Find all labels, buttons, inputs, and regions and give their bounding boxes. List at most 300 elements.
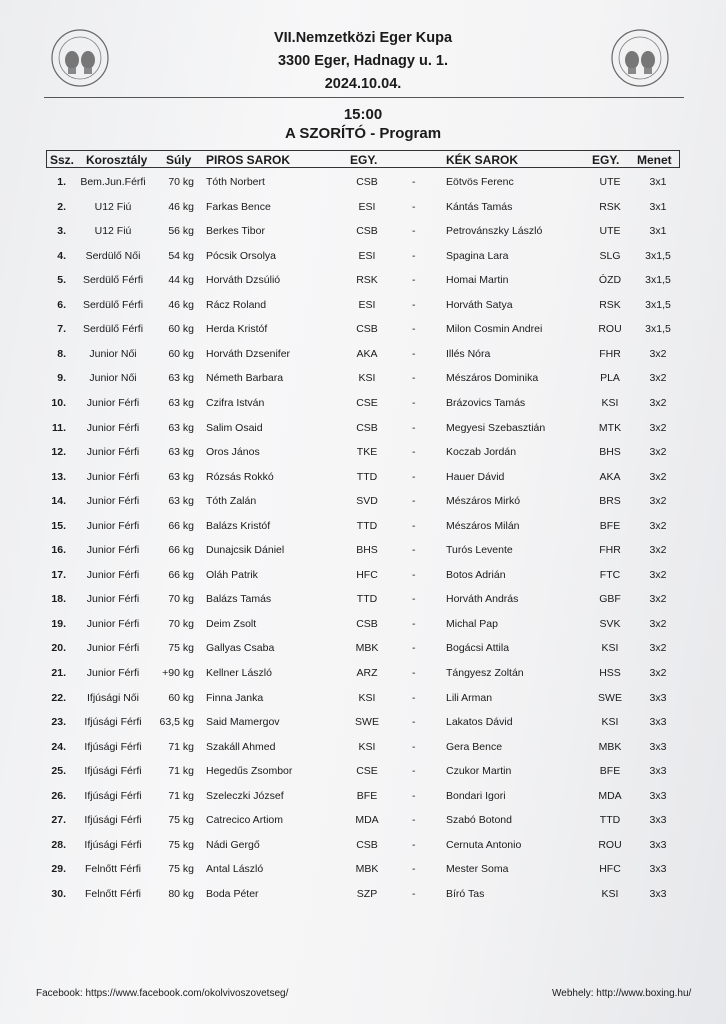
blue-corner-club: KSI <box>601 396 619 409</box>
red-corner-club: BFE <box>356 789 378 802</box>
blue-corner-boxer: Megyesi Szebasztián <box>446 421 546 434</box>
red-corner-club: SWE <box>355 716 379 729</box>
rounds: 3x2 <box>649 446 667 459</box>
bout-number: 27. <box>51 814 66 827</box>
blue-corner-boxer: Hauer Dávid <box>446 470 505 483</box>
bout-number: 22. <box>51 691 66 704</box>
rounds: 3x2 <box>649 396 667 409</box>
weight-class: 75 kg <box>168 814 194 827</box>
blue-corner-club: MDA <box>598 789 622 802</box>
age-category: Felnőtt Férfi <box>84 887 142 900</box>
bout-number: 25. <box>51 765 66 778</box>
blue-corner-boxer: Bondari Igori <box>446 789 506 802</box>
table-row <box>0 888 726 908</box>
red-corner-boxer: Gallyas Csaba <box>206 642 275 655</box>
weight-class: 66 kg <box>168 568 194 581</box>
red-corner-boxer: Deim Zsolt <box>206 617 257 630</box>
rounds: 3x2 <box>649 544 667 557</box>
red-corner-club: SVD <box>356 495 378 508</box>
bout-number: 23. <box>51 716 66 729</box>
col-header-weight: Súly <box>166 153 192 167</box>
versus-dash: - <box>412 200 416 213</box>
table-row <box>0 225 726 245</box>
age-category: Junior Férfi <box>86 396 140 409</box>
blue-corner-club: RSK <box>599 298 621 311</box>
weight-class: 63 kg <box>168 495 194 508</box>
blue-corner-club: HSS <box>599 667 621 679</box>
rounds: 3x2 <box>649 593 667 606</box>
blue-corner-club: TTD <box>599 814 621 827</box>
red-corner-boxer: Tóth Norbert <box>206 176 265 188</box>
versus-dash: - <box>412 446 416 459</box>
red-corner-club: TTD <box>356 593 378 606</box>
blue-corner-boxer: Mészáros Mirkó <box>446 495 521 508</box>
blue-corner-boxer: Koczab Jordán <box>446 446 517 459</box>
versus-dash: - <box>412 887 416 900</box>
blue-corner-boxer: Lili Arman <box>446 691 493 704</box>
table-row <box>0 741 726 761</box>
table-row <box>0 667 726 687</box>
bout-number: 26. <box>51 789 66 802</box>
table-row <box>0 323 726 343</box>
blue-corner-boxer: Homai Martin <box>446 274 509 287</box>
red-corner-club: CSE <box>356 396 378 409</box>
weight-class: 60 kg <box>168 323 194 336</box>
age-category: Ifjúsági Férfi <box>84 740 142 753</box>
table-row <box>0 397 726 417</box>
red-corner-club: KSI <box>358 740 376 753</box>
versus-dash: - <box>412 396 416 409</box>
rounds: 3x2 <box>649 470 667 483</box>
versus-dash: - <box>412 667 416 679</box>
blue-corner-club: HFC <box>599 863 621 876</box>
table-row <box>0 274 726 294</box>
bout-number: 16. <box>51 544 66 557</box>
age-category: Ifjúsági Férfi <box>84 765 142 778</box>
age-category: Junior Férfi <box>86 617 140 630</box>
blue-corner-club: SLG <box>599 249 621 262</box>
red-corner-boxer: Herda Kristóf <box>206 323 268 336</box>
versus-dash: - <box>412 544 416 557</box>
table-row <box>0 372 726 392</box>
rounds: 3x2 <box>649 347 667 360</box>
blue-corner-boxer: Brázovics Tamás <box>446 396 526 409</box>
table-row <box>0 471 726 491</box>
blue-corner-club: RSK <box>599 200 621 213</box>
blue-corner-boxer: Czukor Martin <box>446 765 512 778</box>
versus-dash: - <box>412 838 416 851</box>
age-category: Junior Férfi <box>86 446 140 459</box>
weight-class: 63,5 kg <box>159 716 194 729</box>
blue-corner-boxer: Tángyesz Zoltán <box>446 667 524 679</box>
rounds: 3x3 <box>649 740 667 753</box>
blue-corner-boxer: Gera Bence <box>446 740 503 753</box>
blue-corner-boxer: Bíró Tas <box>446 887 485 900</box>
age-category: Junior Férfi <box>86 519 140 532</box>
red-corner-boxer: Boda Péter <box>206 887 259 900</box>
table-row <box>0 201 726 221</box>
rounds: 3x2 <box>649 617 667 630</box>
blue-corner-club: FTC <box>599 568 621 581</box>
red-corner-boxer: Szeleczki József <box>206 789 284 802</box>
bout-number: 7. <box>57 323 66 336</box>
versus-dash: - <box>412 298 416 311</box>
versus-dash: - <box>412 765 416 778</box>
blue-corner-club: KSI <box>601 642 619 655</box>
bout-number: 28. <box>51 838 66 851</box>
rounds: 3x1,5 <box>645 274 671 287</box>
red-corner-boxer: Czifra István <box>206 396 265 409</box>
rounds: 3x1 <box>649 225 667 238</box>
event-date: 2024.10.04. <box>324 76 402 92</box>
event-address: 3300 Eger, Hadnagy u. 1. <box>277 53 449 69</box>
versus-dash: - <box>412 347 416 360</box>
table-row <box>0 520 726 540</box>
blue-corner-club: AKA <box>599 470 621 483</box>
weight-class: 54 kg <box>168 249 194 262</box>
red-corner-club: MDA <box>355 814 379 827</box>
red-corner-boxer: Antal László <box>206 863 264 876</box>
blue-corner-boxer: Illés Nóra <box>446 347 491 360</box>
rounds: 3x3 <box>649 765 667 778</box>
blue-corner-boxer: Mester Soma <box>446 863 509 876</box>
blue-corner-boxer: Szabó Botond <box>446 814 512 827</box>
rounds: 3x3 <box>649 838 667 851</box>
rounds: 3x3 <box>649 863 667 876</box>
red-corner-boxer: Salim Osaid <box>206 421 263 434</box>
blue-corner-club: UTE <box>599 176 621 188</box>
red-corner-boxer: Oros János <box>206 446 260 459</box>
age-category: U12 Fiú <box>94 200 132 213</box>
red-corner-boxer: Rózsás Rokkó <box>206 470 274 483</box>
blue-corner-boxer: Michal Pap <box>446 617 498 630</box>
table-row <box>0 642 726 662</box>
weight-class: 75 kg <box>168 863 194 876</box>
weight-class: 70 kg <box>168 593 194 606</box>
blue-corner-boxer: Petrovánszky László <box>446 225 543 238</box>
blue-corner-club: MTK <box>598 421 622 434</box>
age-category: Junior Férfi <box>86 544 140 557</box>
red-corner-club: CSB <box>356 176 378 188</box>
red-corner-boxer: Farkas Bence <box>206 200 271 213</box>
rounds: 3x3 <box>649 814 667 827</box>
age-category: Junior Férfi <box>86 642 140 655</box>
red-corner-boxer: Pócsik Orsolya <box>206 249 277 262</box>
blue-corner-club: PLA <box>600 372 620 385</box>
blue-corner-boxer: Mészáros Milán <box>446 519 520 532</box>
table-row <box>0 790 726 810</box>
red-corner-boxer: Berkes Tibor <box>206 225 265 238</box>
weight-class: 71 kg <box>168 740 194 753</box>
versus-dash: - <box>412 789 416 802</box>
bout-number: 17. <box>51 568 66 581</box>
bout-number: 12. <box>51 446 66 459</box>
bout-number: 14. <box>51 495 66 508</box>
header-divider <box>44 97 684 98</box>
red-corner-boxer: Catrecico Artiom <box>206 814 284 827</box>
red-corner-boxer: Horváth Dzsúlió <box>206 274 281 287</box>
blue-corner-club: ÓZD <box>598 274 622 287</box>
rounds: 3x2 <box>649 421 667 434</box>
table-row <box>0 422 726 442</box>
age-category: Bem.Jun.Férfi <box>80 176 146 188</box>
blue-corner-club: BFE <box>599 765 621 778</box>
bout-number: 15. <box>51 519 66 532</box>
versus-dash: - <box>412 372 416 385</box>
red-corner-boxer: Tóth Zalán <box>206 495 257 508</box>
bout-number: 24. <box>51 740 66 753</box>
bout-number: 30. <box>51 887 66 900</box>
rounds: 3x2 <box>649 642 667 655</box>
table-row <box>0 544 726 564</box>
weight-class: 63 kg <box>168 446 194 459</box>
age-category: Junior Női <box>89 347 137 360</box>
blue-corner-boxer: Mészáros Dominika <box>446 372 539 385</box>
col-header-age: Korosztály <box>86 153 148 167</box>
red-corner-club: ESI <box>358 298 376 311</box>
versus-dash: - <box>412 740 416 753</box>
table-row <box>0 618 726 638</box>
age-category: Ifjúsági Férfi <box>84 814 142 827</box>
red-corner-club: ARZ <box>356 667 378 679</box>
bout-number: 1. <box>57 176 66 188</box>
red-corner-boxer: Szakáll Ahmed <box>206 740 276 753</box>
age-category: U12 Fiú <box>94 225 132 238</box>
blue-corner-boxer: Lakatos Dávid <box>446 716 513 729</box>
weight-class: 71 kg <box>168 765 194 778</box>
blue-corner-club: KSI <box>601 887 619 900</box>
red-corner-club: CSB <box>356 323 378 336</box>
blue-corner-club: ROU <box>598 323 622 336</box>
blue-corner-boxer: Milon Cosmin Andrei <box>446 323 543 336</box>
bout-number: 19. <box>51 617 66 630</box>
age-category: Junior Női <box>89 372 137 385</box>
age-category: Serdülő Férfi <box>82 274 144 287</box>
red-corner-boxer: Rácz Roland <box>206 298 267 311</box>
col-header-red-club: EGY. <box>350 153 378 167</box>
bout-number: 3. <box>57 225 66 238</box>
age-category: Serdülő Női <box>85 249 141 262</box>
red-corner-boxer: Finna Janka <box>206 691 264 704</box>
col-header-blue-club: EGY. <box>592 153 620 167</box>
versus-dash: - <box>412 274 416 287</box>
bout-number: 9. <box>57 372 66 385</box>
bout-number: 8. <box>57 347 66 360</box>
red-corner-club: SZP <box>356 887 378 900</box>
blue-corner-boxer: Horváth András <box>446 593 519 606</box>
versus-dash: - <box>412 519 416 532</box>
age-category: Junior Férfi <box>86 568 140 581</box>
blue-corner-boxer: Bogácsi Attila <box>446 642 510 655</box>
bout-number: 20. <box>51 642 66 655</box>
red-corner-club: CSE <box>356 765 378 778</box>
weight-class: 80 kg <box>168 887 194 900</box>
red-corner-boxer: Horváth Dzsenifer <box>206 347 291 360</box>
versus-dash: - <box>412 814 416 827</box>
blue-corner-club: BFE <box>599 519 621 532</box>
blue-corner-boxer: Spagina Lara <box>446 249 509 262</box>
red-corner-boxer: Dunajcsik Dániel <box>206 544 285 557</box>
versus-dash: - <box>412 176 416 188</box>
table-row <box>0 593 726 613</box>
rounds: 3x3 <box>649 691 667 704</box>
red-corner-club: TKE <box>356 446 378 459</box>
bout-number: 13. <box>51 470 66 483</box>
blue-corner-club: ROU <box>598 838 622 851</box>
blue-corner-club: SWE <box>598 691 622 704</box>
versus-dash: - <box>412 495 416 508</box>
red-corner-club: CSB <box>356 225 378 238</box>
red-corner-club: MBK <box>355 642 379 655</box>
versus-dash: - <box>412 691 416 704</box>
blue-corner-club: BRS <box>599 495 621 508</box>
weight-class: 63 kg <box>168 396 194 409</box>
rounds: 3x2 <box>649 667 667 679</box>
rounds: 3x1 <box>649 176 667 188</box>
blue-corner-boxer: Cernuta Antonio <box>446 838 522 851</box>
versus-dash: - <box>412 323 416 336</box>
weight-class: 66 kg <box>168 544 194 557</box>
rounds: 3x1 <box>649 200 667 213</box>
rounds: 3x2 <box>649 495 667 508</box>
blue-corner-club: FHR <box>599 544 621 557</box>
age-category: Ifjúsági Férfi <box>84 789 142 802</box>
red-corner-club: HFC <box>356 568 378 581</box>
weight-class: 71 kg <box>168 789 194 802</box>
red-corner-boxer: Hegedűs Zsombor <box>206 765 293 778</box>
weight-class: 44 kg <box>168 274 194 287</box>
blue-corner-club: BHS <box>599 446 621 459</box>
weight-class: 60 kg <box>168 347 194 360</box>
red-corner-boxer: Balázs Tamás <box>206 593 272 606</box>
versus-dash: - <box>412 716 416 729</box>
table-row <box>0 299 726 319</box>
table-row <box>0 446 726 466</box>
rounds: 3x3 <box>649 716 667 729</box>
age-category: Junior Férfi <box>86 667 140 679</box>
versus-dash: - <box>412 617 416 630</box>
rounds: 3x1,5 <box>645 249 671 262</box>
red-corner-boxer: Oláh Patrik <box>206 568 258 581</box>
bout-number: 5. <box>57 274 66 287</box>
blue-corner-boxer: Eötvös Ferenc <box>446 176 514 188</box>
weight-class: 70 kg <box>168 617 194 630</box>
table-row <box>0 250 726 270</box>
red-corner-club: TTD <box>356 470 378 483</box>
table-row <box>0 495 726 515</box>
age-category: Ifjúsági Férfi <box>84 716 142 729</box>
col-header-rounds: Menet <box>637 153 672 167</box>
red-corner-club: TTD <box>356 519 378 532</box>
versus-dash: - <box>412 249 416 262</box>
age-category: Ifjúsági Férfi <box>84 838 142 851</box>
bout-number: 18. <box>51 593 66 606</box>
footer-webhely: Webhely: http://www.boxing.hu/ <box>552 988 692 999</box>
rounds: 3x2 <box>649 372 667 385</box>
rounds: 3x1,5 <box>645 323 671 336</box>
blue-corner-boxer: Turós Levente <box>446 544 513 557</box>
red-corner-club: MBK <box>355 863 379 876</box>
event-title: VII.Nemzetközi Eger Kupa <box>273 30 453 46</box>
red-corner-boxer: Kellner László <box>206 667 272 679</box>
col-header-red-corner: PIROS SAROK <box>206 153 291 167</box>
table-row <box>0 348 726 368</box>
table-row <box>0 716 726 736</box>
versus-dash: - <box>412 568 416 581</box>
weight-class: 70 kg <box>168 176 194 188</box>
blue-corner-boxer: Kántás Tamás <box>446 200 513 213</box>
versus-dash: - <box>412 593 416 606</box>
age-category: Ifjúsági Női <box>87 691 139 704</box>
program-title: A SZORÍTÓ - Program <box>284 125 442 142</box>
weight-class: 60 kg <box>168 691 194 704</box>
table-row <box>0 569 726 589</box>
versus-dash: - <box>412 225 416 238</box>
rounds: 3x3 <box>649 789 667 802</box>
table-row <box>0 692 726 712</box>
versus-dash: - <box>412 642 416 655</box>
weight-class: 75 kg <box>168 642 194 655</box>
versus-dash: - <box>412 470 416 483</box>
rounds: 3x3 <box>649 887 667 900</box>
weight-class: 63 kg <box>168 421 194 434</box>
rounds: 3x1,5 <box>645 298 671 311</box>
blue-corner-club: UTE <box>599 225 621 238</box>
rounds: 3x2 <box>649 519 667 532</box>
age-category: Felnőtt Férfi <box>84 863 142 876</box>
table-row <box>0 176 726 196</box>
age-category: Junior Férfi <box>86 593 140 606</box>
red-corner-boxer: Balázs Kristóf <box>206 519 271 532</box>
bout-number: 6. <box>57 298 66 311</box>
blue-corner-club: MBK <box>598 740 622 753</box>
footer-facebook: Facebook: https://www.facebook.com/okolvivoszovetseg/ <box>36 988 289 999</box>
bout-number: 11. <box>51 421 66 434</box>
red-corner-boxer: Németh Barbara <box>206 372 284 385</box>
blue-corner-boxer: Botos Adrián <box>446 568 506 581</box>
weight-class: 63 kg <box>168 470 194 483</box>
red-corner-boxer: Nádi Gergő <box>206 838 260 851</box>
red-corner-club: KSI <box>358 372 376 385</box>
table-row <box>0 814 726 834</box>
weight-class: 56 kg <box>168 225 194 238</box>
versus-dash: - <box>412 421 416 434</box>
table-row <box>0 765 726 785</box>
weight-class: 75 kg <box>168 838 194 851</box>
col-header-no: Ssz. <box>50 153 75 167</box>
age-category: Serdülő Férfi <box>82 298 144 311</box>
col-header-blue-corner: KÉK SAROK <box>446 153 519 167</box>
red-corner-club: ESI <box>358 200 376 213</box>
weight-class: 46 kg <box>168 298 194 311</box>
blue-corner-club: GBF <box>599 593 621 606</box>
table-row <box>0 839 726 859</box>
weight-class: 66 kg <box>168 519 194 532</box>
versus-dash: - <box>412 863 416 876</box>
age-category: Junior Férfi <box>86 495 140 508</box>
bout-number: 10. <box>51 396 66 409</box>
age-category: Serdülő Férfi <box>82 323 144 336</box>
blue-corner-boxer: Horváth Satya <box>446 298 513 311</box>
blue-corner-club: FHR <box>599 347 621 360</box>
weight-class: 63 kg <box>168 372 194 385</box>
rounds: 3x2 <box>649 568 667 581</box>
red-corner-boxer: Said Mamergov <box>206 716 280 729</box>
weight-class: 46 kg <box>168 200 194 213</box>
blue-corner-club: KSI <box>601 716 619 729</box>
bout-number: 29. <box>51 863 66 876</box>
age-category: Junior Férfi <box>86 470 140 483</box>
